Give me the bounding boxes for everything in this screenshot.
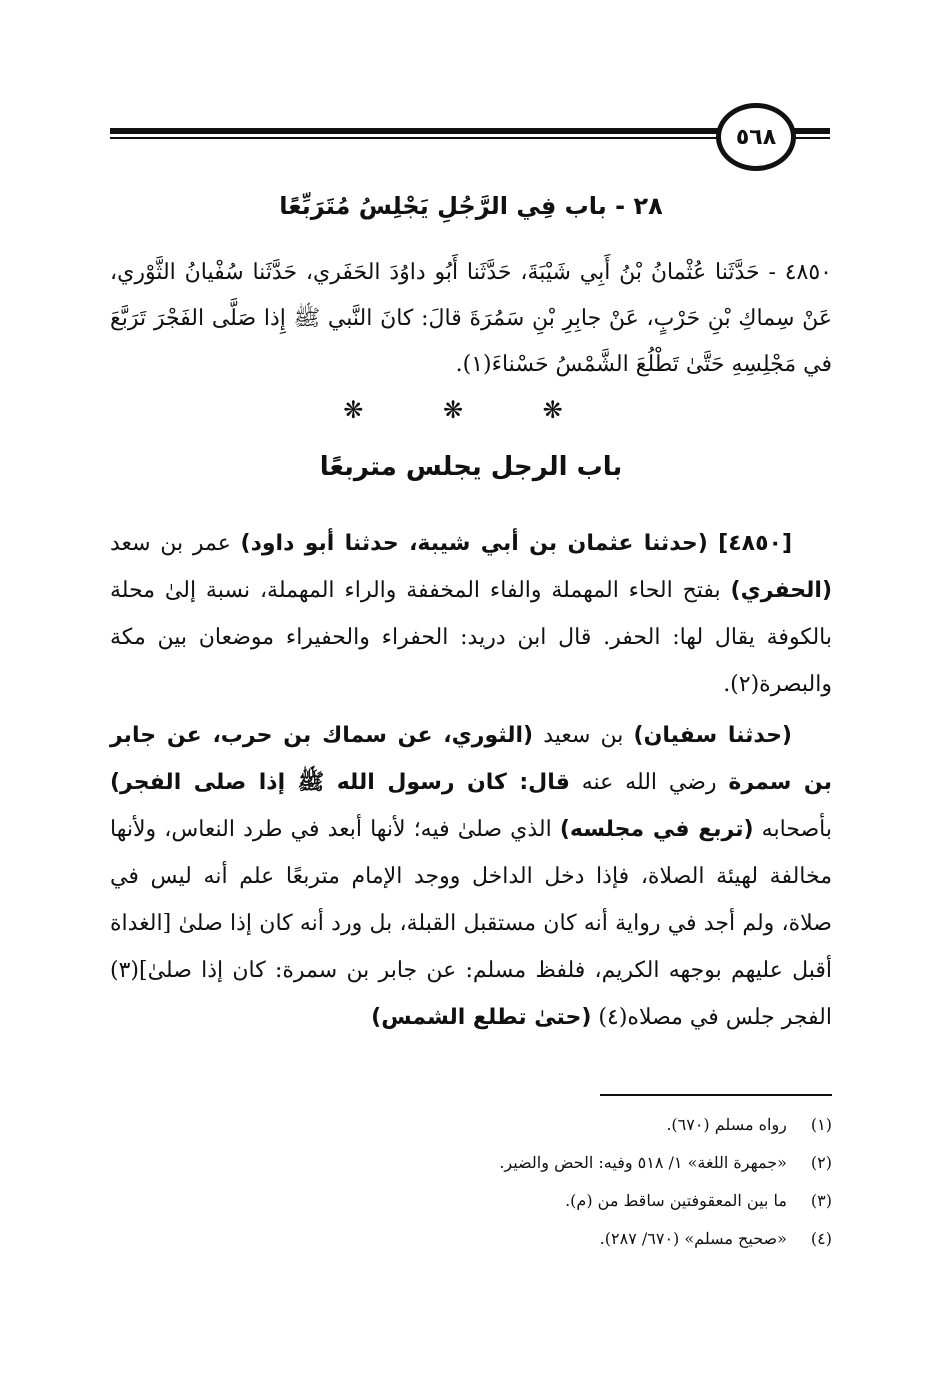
footnote [110, 1184, 832, 1218]
header-rule-tail [794, 128, 830, 134]
footnote-number: (١) [810, 1115, 832, 1134]
footnotes [110, 1104, 832, 1260]
commentary-segment: (حدثنا سفيان) [633, 723, 792, 748]
commentary-segment: (الحفري) [730, 578, 832, 603]
commentary-segment: (الثوري، عن سماك بن حرب، عن جابر بن سمرة [110, 723, 832, 795]
commentary-segment: رضي الله عنه [569, 770, 729, 795]
commentary-segment: [٤٨٥٠] (حدثنا عثمان بن أبي شيبة، حدثنا أبو داود) [240, 531, 792, 556]
footnote-text: ما بين المعقوفتين ساقط من (م). [565, 1191, 787, 1210]
section-separator: ❋ ❋ ❋ [343, 396, 599, 424]
page-number: ٥٦٨ [735, 124, 777, 150]
footnote [110, 1146, 832, 1180]
footnote-rule [600, 1094, 832, 1096]
footnote-text: «جمهرة اللغة» ١/ ٥١٨ وفيه: الحض والضير. [499, 1153, 787, 1172]
header-rule [110, 128, 720, 142]
commentary-paragraph-2 [110, 712, 832, 1041]
footnote-text: «صحيح مسلم» (٦٧٠/ ٢٨٧). [599, 1229, 787, 1248]
page-number-badge [716, 103, 796, 171]
commentary-paragraph-1 [110, 520, 832, 708]
commentary-segment: عمر بن سعد [110, 531, 241, 556]
commentary-segment: قال: كان رسول الله ﷺ إذا صلى الفجر) [110, 770, 570, 795]
footnote [110, 1222, 832, 1256]
commentary-segment: بفتح الحاء المهملة والفاء المخففة والراء المهملة، نسبة إلىٰ محلة بالكوفة يقال لها: الحفر. قال ابن دريد: الحفراء والحفيراء موضعان بين مكة والبصرة(٢). [110, 578, 832, 697]
header-rule-tail-thin [794, 137, 830, 139]
commentary-segment: (تربع في مجلسه) [559, 817, 754, 842]
hadith-text: ٤٨٥٠ - حَدَّثَنا عُثْمانُ بْنُ أَبِي شَيْبَةَ، حَدَّثَنا أَبُو داوُدَ الحَفَري، حَدَّثَنا سُفْيانُ الثَّوْري، عَنْ سِماكِ بْنِ حَرْبٍ، عَنْ جابِرِ بْنِ سَمُرَةَ قالَ: كانَ النَّبي ﷺ إِذا صَلَّى الفَجْرَ تَرَبَّعَ في مَجْلِسِهِ حَتَّىٰ تَطْلُعَ الشَّمْسُ حَسْناءَ(١). [110, 260, 832, 377]
section-heading: باب الرجل يجلس متربعًا [319, 452, 623, 482]
footnote-number: (٢) [810, 1153, 832, 1172]
commentary [110, 520, 832, 1045]
footnote-number: (٤) [810, 1229, 832, 1248]
footnote-number: (٣) [810, 1191, 832, 1210]
commentary-segment: بن سعيد [533, 723, 634, 748]
chapter-heading: ٢٨ - باب فِي الرَّجُلِ يَجْلِسُ مُتَرَبِّعًا [279, 192, 663, 220]
footnote-text: رواه مسلم (٦٧٠). [666, 1115, 787, 1134]
commentary-segment: الذي صلىٰ فيه؛ لأنها أبعد في طرد النعاس، ولأنها مخالفة لهيئة الصلاة، فإذا دخل الداخل ووجد الإمام متربعًا علم أنه ليس في صلاة، ولم أجد في رواية أنه كان مستقبل القبلة، بل ورد أنه كان إذا صلىٰ [الغداة أقبل عليهم بوجهه الكريم، فلفظ مسلم: عن جابر بن سمرة: كان إذا صلىٰ](٣) الفجر جلس في مصلاه(٤) [110, 817, 832, 1030]
commentary-segment: (حتىٰ تطلع الشمس) [371, 1005, 592, 1030]
footnote [110, 1108, 832, 1142]
commentary-segment: بأصحابه [753, 817, 832, 842]
